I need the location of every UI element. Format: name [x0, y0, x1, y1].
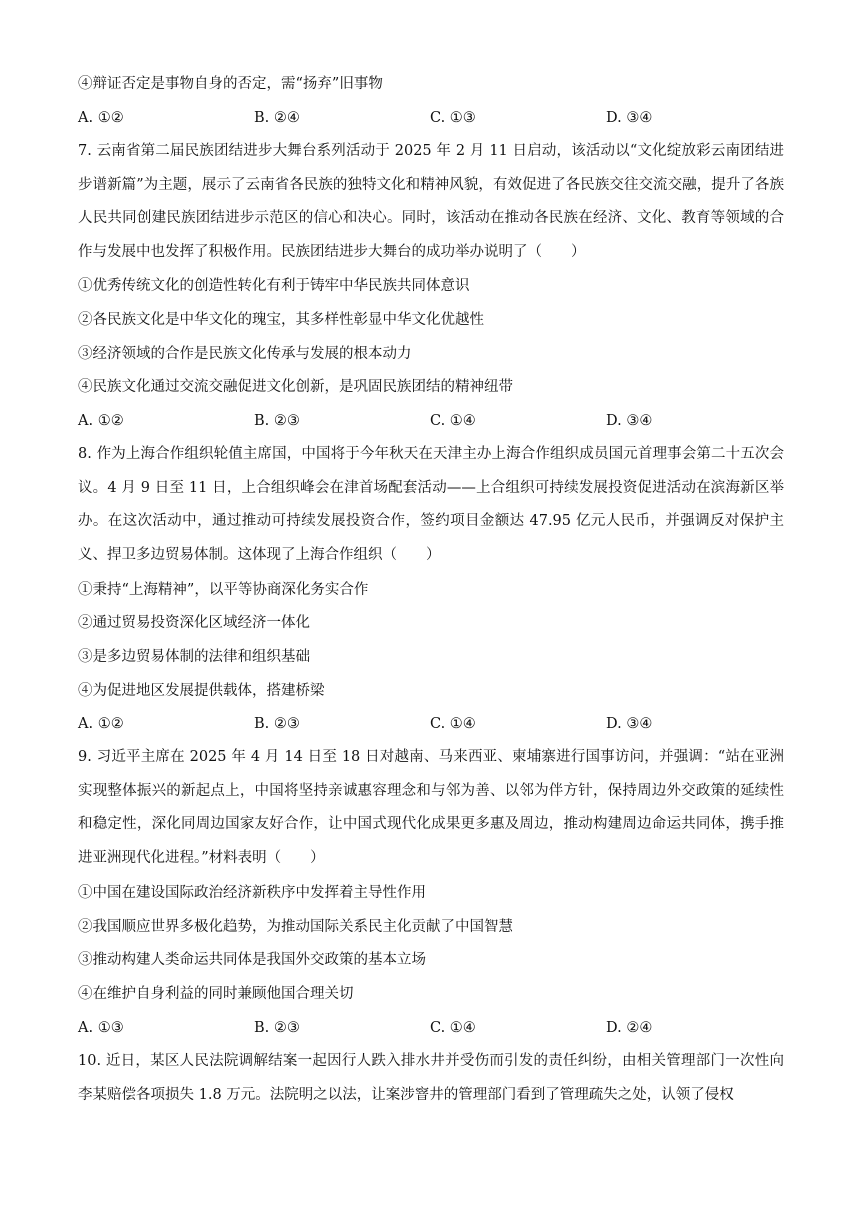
q7-stem: 7. 云南省第二届民族团结进步大舞台系列活动于 2025 年 2 月 11 日启动，该活动以“文化绽放彩云南团结进步谱新篇”为主题，展示了云南省各民族的独特文化和精神风貌，有效促进了各民族交往交流交融，提升了各族人民共同创建民族团结进步示范区的信心和决心。同时，该活动在推动各民族在经济、文化、教育等领域的合作与发展中也发挥了积极作用。民族团结进步大舞台的成功举办说明了（ ）: [78, 143, 784, 260]
q9-option-d: D. ②④: [606, 1020, 653, 1036]
q9-item-1: ①中国在建设国际政治经济新秩序中发挥着主导性作用: [78, 885, 426, 901]
q9-option-c: C. ①④: [430, 1020, 476, 1036]
q9-stem: 9. 习近平主席在 2025 年 4 月 14 日至 18 日对越南、马来西亚、柬埔寨进行国事访问，并强调：“站在亚洲实现整体振兴的新起点上，中国将坚持亲诚惠容理念和与邻为善、以邻为伴方针，保持周边外交政策的延续性和稳定性，深化同周边国家友好合作，让中国式现代化成果更多惠及周边，推动构建周边命运共同体，携手推进亚洲现代化进程。”材料表明（ ）: [78, 749, 784, 866]
q9-option-b: B. ②③: [254, 1020, 300, 1036]
q7-option-c: C. ①④: [430, 413, 476, 429]
q10-stem: 10. 近日，某区人民法院调解结案一起因行人跌入排水井并受伤而引发的责任纠纷，由相关管理部门一次性向李某赔偿各项损失 1.8 万元。法院明之以法，让案涉窨井的管理部门看到了管理疏失之处，认领了侵权: [78, 1053, 784, 1103]
q8-item-1: ①秉持“上海精神”，以平等协商深化务实合作: [78, 582, 369, 598]
q9-item-2: ②我国顺应世界多极化趋势，为推动国际关系民主化贡献了中国智慧: [78, 919, 513, 935]
q6-item-4: ④辩证否定是事物自身的否定，需“扬弃”旧事物: [78, 76, 383, 92]
q7-item-1: ①优秀传统文化的创造性转化有利于铸牢中华民族共同体意识: [78, 278, 470, 294]
q8-option-c: C. ①④: [430, 716, 476, 732]
q8-item-4: ④为促进地区发展提供载体，搭建桥梁: [78, 683, 325, 699]
q6-option-b: B. ②④: [254, 110, 300, 126]
q8-item-3: ③是多边贸易体制的法律和组织基础: [78, 649, 310, 665]
q7-item-3: ③经济领域的合作是民族文化传承与发展的根本动力: [78, 346, 412, 362]
q9-option-a: A. ①③: [78, 1020, 124, 1036]
q6-option-d: D. ③④: [606, 110, 653, 126]
q6-options: [78, 108, 784, 128]
q7-option-b: B. ②③: [254, 413, 300, 429]
q7-option-d: D. ③④: [606, 413, 653, 429]
q8-option-b: B. ②③: [254, 716, 300, 732]
q8-options: [78, 714, 784, 734]
q8-option-d: D. ③④: [606, 716, 653, 732]
q7-option-a: A. ①②: [78, 413, 124, 429]
q6-option-a: A. ①②: [78, 110, 124, 126]
q7-item-2: ②各民族文化是中华文化的瑰宝，其多样性彰显中华文化优越性: [78, 312, 484, 328]
q8-stem: 8. 作为上海合作组织轮值主席国，中国将于今年秋天在天津主办上海合作组织成员国元首理事会第二十五次会议。4 月 9 日至 11 日，上合组织峰会在津首场配套活动——上合组织可持续发展投资促进活动在滨海新区举办。在这次活动中，通过推动可持续发展投资合作，签约项目金额达 47.95 亿元人民币，并强调反对保护主义、捍卫多边贸易体制。这体现了上海合作组织（ ）: [78, 446, 784, 563]
q7-options: [78, 411, 784, 431]
q8-item-2: ②通过贸易投资深化区域经济一体化: [78, 615, 310, 631]
q9-item-3: ③推动构建人类命运共同体是我国外交政策的基本立场: [78, 952, 426, 968]
q9-options: [78, 1018, 784, 1038]
q7-item-4: ④民族文化通过交流交融促进文化创新，是巩固民族团结的精神纽带: [78, 379, 513, 395]
q8-option-a: A. ①②: [78, 716, 124, 732]
q6-option-c: C. ①③: [430, 110, 476, 126]
q9-item-4: ④在维护自身利益的同时兼顾他国合理关切: [78, 986, 354, 1002]
